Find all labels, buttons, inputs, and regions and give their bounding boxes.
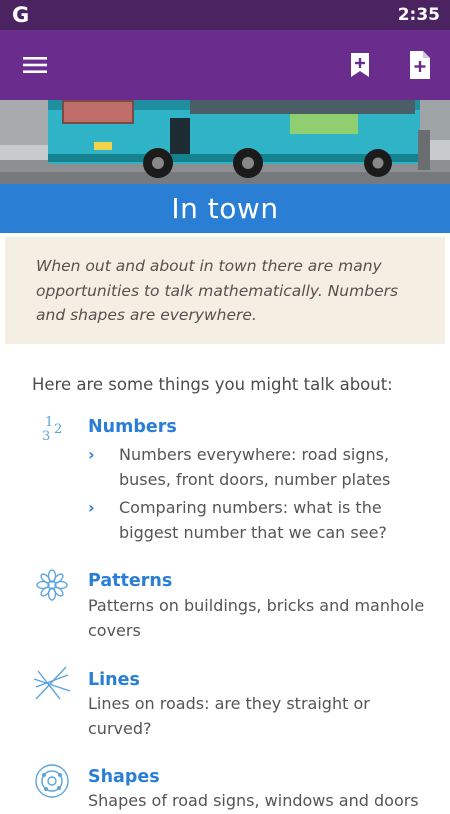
section-text-lines: Lines on roads: are they straight or curved? (88, 694, 370, 738)
intro-box (5, 237, 445, 344)
numbers-icon-digit: 3 (42, 429, 51, 444)
lines-icon (34, 665, 70, 701)
numbers-icon (34, 414, 70, 450)
chevron-right-icon: › (88, 498, 95, 517)
chevron-right-icon: › (88, 445, 95, 464)
status-time: 2:35 (397, 5, 440, 25)
app-bar (0, 30, 450, 100)
status-bar (0, 0, 450, 30)
intro-text: When out and about in town there are many opportunities to talk mathematically. Numbers and shapes are everywhere. (36, 257, 399, 324)
add-page-icon[interactable] (405, 50, 435, 80)
section-title-numbers: Numbers (88, 417, 177, 437)
menu-icon[interactable] (20, 52, 50, 78)
section-title-lines: Lines (88, 670, 140, 690)
numbers-icon-digit: 2 (54, 422, 63, 437)
page-title: In town (171, 192, 279, 225)
bullet-text: Numbers everywhere: road signs, buses, front doors, number plates (119, 445, 391, 489)
numbers-icon-digit: 1 (45, 415, 54, 430)
hero-image (0, 100, 450, 184)
section-text-shapes: Shapes of road signs, windows and doors (88, 791, 419, 810)
bullet-text: Comparing numbers: what is the biggest number that we can see? (119, 498, 387, 542)
lead-text: Here are some things you might talk about: (32, 375, 393, 394)
shapes-icon (34, 763, 70, 799)
app-notification-icon: G (12, 3, 30, 27)
section-title-shapes: Shapes (88, 767, 160, 787)
section-text-patterns: Patterns on buildings, bricks and manhole covers (88, 596, 425, 640)
page-title-bar (0, 184, 450, 233)
section-title-patterns: Patterns (88, 571, 173, 591)
bookmark-add-icon[interactable] (346, 51, 374, 79)
pattern-icon (34, 567, 70, 603)
